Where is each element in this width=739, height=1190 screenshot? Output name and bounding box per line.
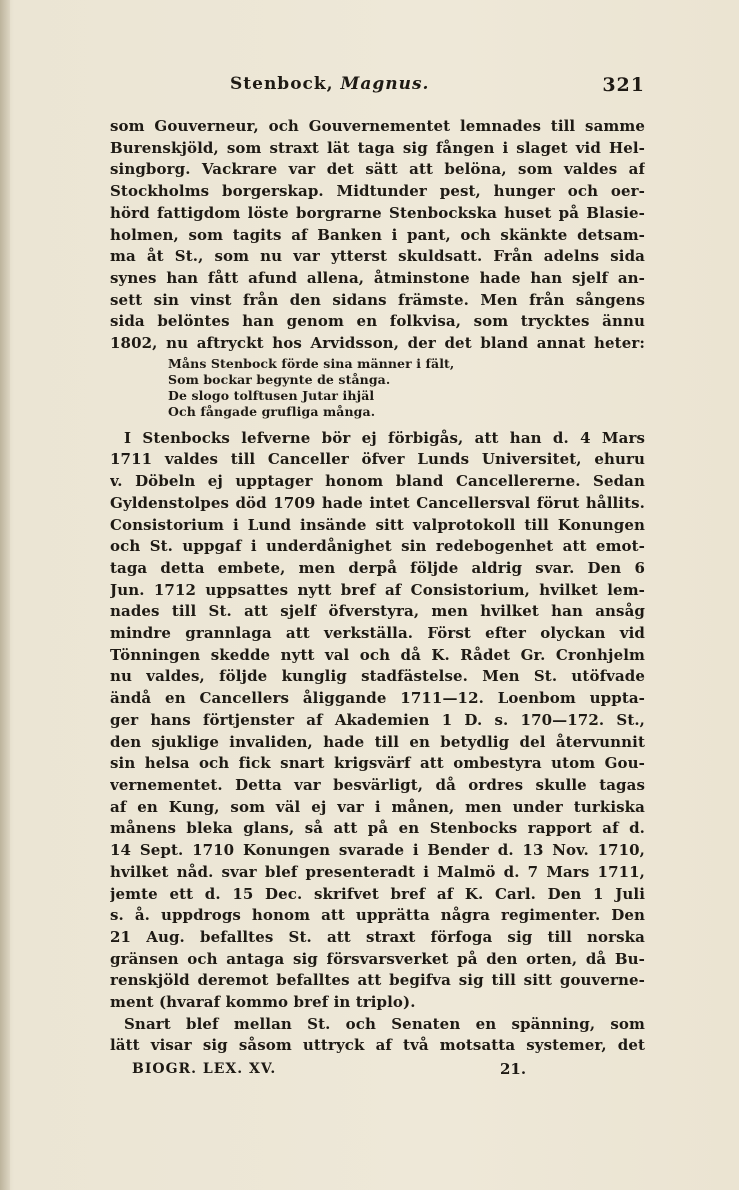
- text-line: 1711 valdes till Canceller öfver Lunds Universitet, ehuru: [110, 450, 645, 469]
- verse-line: De slogo tolftusen Jutar ihjäl: [168, 387, 375, 403]
- text-line: sin helsa och fick snart krigsvärf att ombestyra utom Gou-: [110, 754, 645, 773]
- text-line: mindre grannlaga att verkställa. Först efter olyckan vid: [110, 624, 645, 643]
- text-line: taga detta embete, men derpå följde aldrig svar. Den 6: [110, 558, 645, 577]
- body-text: [110, 116, 645, 1057]
- text-line: Burenskjöld, som straxt lät taga sig fången i slaget vid Hel-: [110, 138, 645, 157]
- text-line: Tönningen skedde nytt val och då K. Rådet Gr. Cronhjelm: [110, 645, 645, 664]
- verse-line: Och fångade grufliga många.: [168, 403, 376, 419]
- text-line: vernementet. Detta var besvärligt, då ordres skulle tagas: [110, 775, 645, 794]
- text-line: v. Döbeln ej upptager honom bland Cancellererne. Sedan: [110, 472, 645, 491]
- text-line: s. å. uppdrogs honom att upprätta några regimenter. Den: [110, 906, 645, 925]
- paragraph-3: [110, 1014, 645, 1057]
- text-line: ger hans förtjenster af Akademien 1 D. s. 170—172. St.,: [110, 710, 645, 729]
- text-line: Consistorium i Lund insände sitt valprotokoll till Konungen: [110, 515, 645, 534]
- text-line: Jun. 1712 uppsattes nytt bref af Consistorium, hvilket lem-: [110, 580, 645, 599]
- text-line: synes han fått afund allena, åtminstone hade han sjelf an-: [110, 268, 645, 287]
- page-number: 321: [602, 74, 645, 96]
- text-line: sett sin vinst från den sidans främste. Men från sångens: [110, 290, 645, 309]
- folk-song-verse: [168, 356, 645, 420]
- page-spine-shadow: [0, 0, 10, 1190]
- text-line: ma åt St., som nu var ytterst skuldsatt. Från adelns sida: [110, 247, 645, 266]
- text-line: hörd fattigdom löste borgrarne Stenbockska huset på Blasie-: [110, 203, 645, 222]
- text-line: renskjöld deremot befalltes att begifva sig till sitt gouverne-: [110, 971, 645, 990]
- printer-signature: BIOGR. LEX. XV.: [132, 1061, 277, 1078]
- text-line: nades till St. att sjelf öfverstyra, men hvilket han ansåg: [110, 602, 645, 621]
- text-line: och St. uppgaf i underdånighet sin redebogenhet att emot-: [110, 537, 645, 556]
- text-line: I Stenbocks lefverne bör ej förbigås, att han d. 4 Mars: [124, 428, 645, 447]
- text-line: Snart blef mellan St. och Senaten en spänning, som: [124, 1014, 645, 1033]
- text-line: 1802, nu aftryckt hos Arvidsson, der det bland annat heter:: [110, 334, 645, 353]
- text-line: månens bleka glans, så att på en Stenbocks rapport af d.: [110, 819, 645, 838]
- text-line: 21 Aug. befalltes St. att straxt förfoga sig till norska: [110, 927, 645, 946]
- text-line: ment (hvaraf kommo bref in triplo).: [110, 993, 416, 1012]
- running-head-name: Stenbock,: [230, 74, 334, 94]
- text-line: nu valdes, följde kunglig stadfästelse. Men St. utöfvade: [110, 667, 645, 686]
- page-footer: [110, 1059, 645, 1081]
- text-line: lätt visar sig såsom uttryck af två motsatta systemer, det: [110, 1036, 645, 1055]
- text-line: Stockholms borgerskap. Midtunder pest, hunger och oer-: [110, 182, 645, 201]
- text-line: som Gouverneur, och Gouvernementet lemnades till samme: [110, 117, 645, 135]
- verse-line: Som bockar begynte de stånga.: [168, 371, 391, 387]
- text-line: 14 Sept. 1710 Konungen svarade i Bender d. 13 Nov. 1710,: [110, 841, 645, 860]
- paragraph-2: [110, 428, 645, 1014]
- text-line: den sjuklige invaliden, hade till en betydlig del återvunnit: [110, 732, 645, 751]
- signature-number: 21.: [500, 1060, 527, 1079]
- text-line: jemte ett d. 15 Dec. skrifvet bref af K. Carl. Den 1 Juli: [110, 884, 645, 903]
- running-head: [110, 72, 645, 102]
- running-head-forename: Magnus.: [340, 74, 430, 94]
- text-line: ändå en Cancellers åliggande 1711—12. Loenbom uppta-: [110, 689, 645, 708]
- text-line: sida belöntes han genom en folkvisa, som trycktes ännu: [110, 312, 645, 331]
- running-head-title: [230, 74, 429, 94]
- paragraph-1: [110, 116, 645, 355]
- verse-line: Måns Stenbock förde sina männer i fält,: [168, 355, 455, 371]
- text-line: singborg. Vackrare var det sätt att belöna, som valdes af: [110, 160, 645, 179]
- text-line: holmen, som tagits af Banken i pant, och skänkte detsam-: [110, 225, 645, 244]
- text-line: Gyldenstolpes död 1709 hade intet Cancellersval förut hållits.: [110, 493, 645, 512]
- text-line: af en Kung, som väl ej var i månen, men under turkiska: [110, 797, 645, 816]
- text-line: gränsen och antaga sig försvarsverket på den orten, då Bu-: [110, 949, 645, 968]
- text-line: hvilket nåd. svar blef presenteradt i Malmö d. 7 Mars 1711,: [110, 862, 645, 881]
- page-content: [110, 72, 645, 1081]
